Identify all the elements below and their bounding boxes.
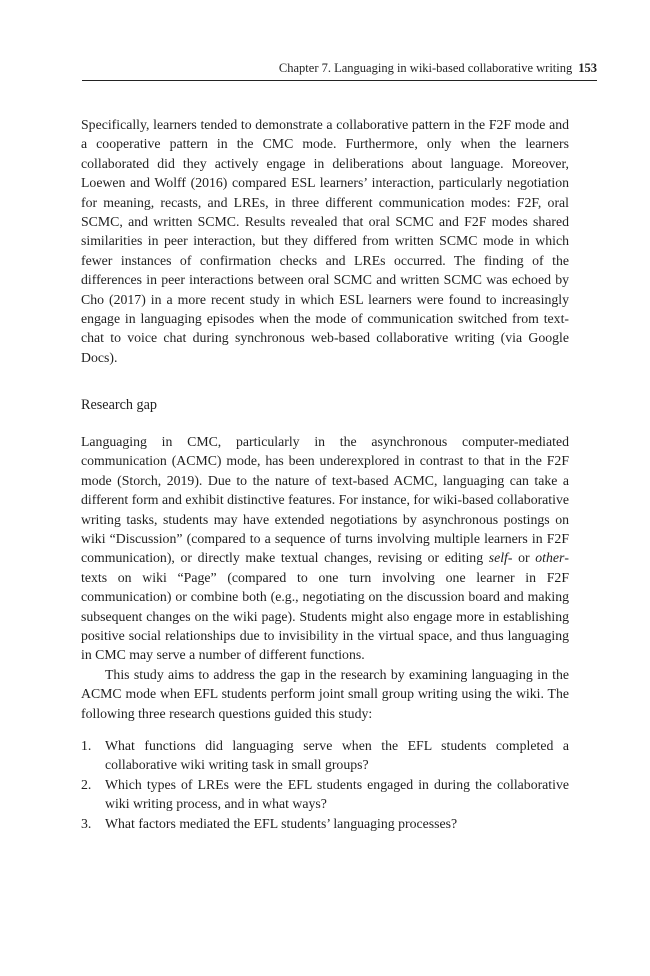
- research-question-number: 2.: [81, 776, 92, 792]
- research-question-1: [81, 736, 569, 775]
- paragraph-2-part-3: -texts on wiki “Page” (compared to one turn involving one learner in F2F communication) or combine both (e.g., negotiating on the discussion board and making subsequent changes on the wiki page). Students might also engage more in establishing positive social relationships due to invisibility in the virtual space, and thus languaging in CMC may serve a number of different functions.: [81, 550, 569, 663]
- body-paragraph-2: [81, 432, 569, 723]
- research-question-text: Which types of LREs were the EFL students engaged in during the collaborative wiki writing process, and in what ways?: [105, 776, 569, 812]
- paragraph-3-text: This study aims to address the gap in the research by examining languaging in the ACMC mode when EFL students perform joint small group writing using the wiki. The following three research questions guided this study:: [81, 666, 569, 721]
- running-head: [82, 58, 597, 78]
- research-question-number: 3.: [81, 815, 92, 831]
- body-paragraph-1: [81, 115, 569, 367]
- research-question-text: What factors mediated the EFL students’ languaging processes?: [105, 815, 458, 831]
- research-question-3: [81, 814, 569, 833]
- research-question-2: [81, 775, 569, 814]
- paragraph-2-emphasis-other: other: [535, 550, 565, 566]
- paragraph-1-text: Specifically, learners tended to demonstrate a collaborative pattern in the F2F mode and a cooperative pattern in the CMC mode. Furthermore, only when the learners collaborated did they actively engage in deliberations about language. Moreover, Loewen and Wolff (2016) compared ESL learners’ interaction, particularly negotiation for meaning, recasts, and LREs, in three different communication modes: F2F, oral SCMC, and written SCMC. Results revealed that oral SCMC and F2F modes shared similarities in peer interaction, but they differed from written SCMC mode in which fewer instances of confirmation checks and LREs occurred. The finding of the differences in peer interactions between oral SCMC and written SCMC was echoed by Cho (2017) in a more recent study in which ESL learners were found to increasingly engage in languaging episodes when the mode of communication switched from text-chat to voice chat during synchronous web-based collaborative writing (via Google Docs).: [81, 117, 569, 365]
- paragraph-2-part-2: or: [512, 550, 536, 566]
- paragraph-2-text: [81, 432, 569, 665]
- section-heading: Research gap: [81, 397, 158, 413]
- paragraph-2-part-1: Languaging in CMC, particularly in the asynchronous computer-mediated communication (ACMC) mode, has been underexplored in contrast to that in the F2F mode (Storch, 2019). Due to the nature of text-based ACMC, languaging can take a different form and exhibit distinctive features. For instance, for wiki-based collaborative writing tasks, students may have extended negotiations by asynchronous postings on wiki “Discussion” (compared to a sequence of turns involving multiple learners in F2F communication), or directly make textual changes, revising or editing: [81, 434, 569, 566]
- paragraph-2-emphasis-self: self-: [488, 550, 513, 566]
- page-number: 153: [578, 61, 597, 75]
- research-question-number: 1.: [81, 738, 92, 753]
- header-rule: [82, 80, 597, 81]
- research-question-text: What functions did languaging serve when the EFL students completed a collaborative wiki writing task in small groups?: [105, 738, 569, 773]
- research-questions-list: [81, 736, 569, 833]
- running-title: Chapter 7. Languaging in wiki-based collaborative writing: [278, 61, 573, 75]
